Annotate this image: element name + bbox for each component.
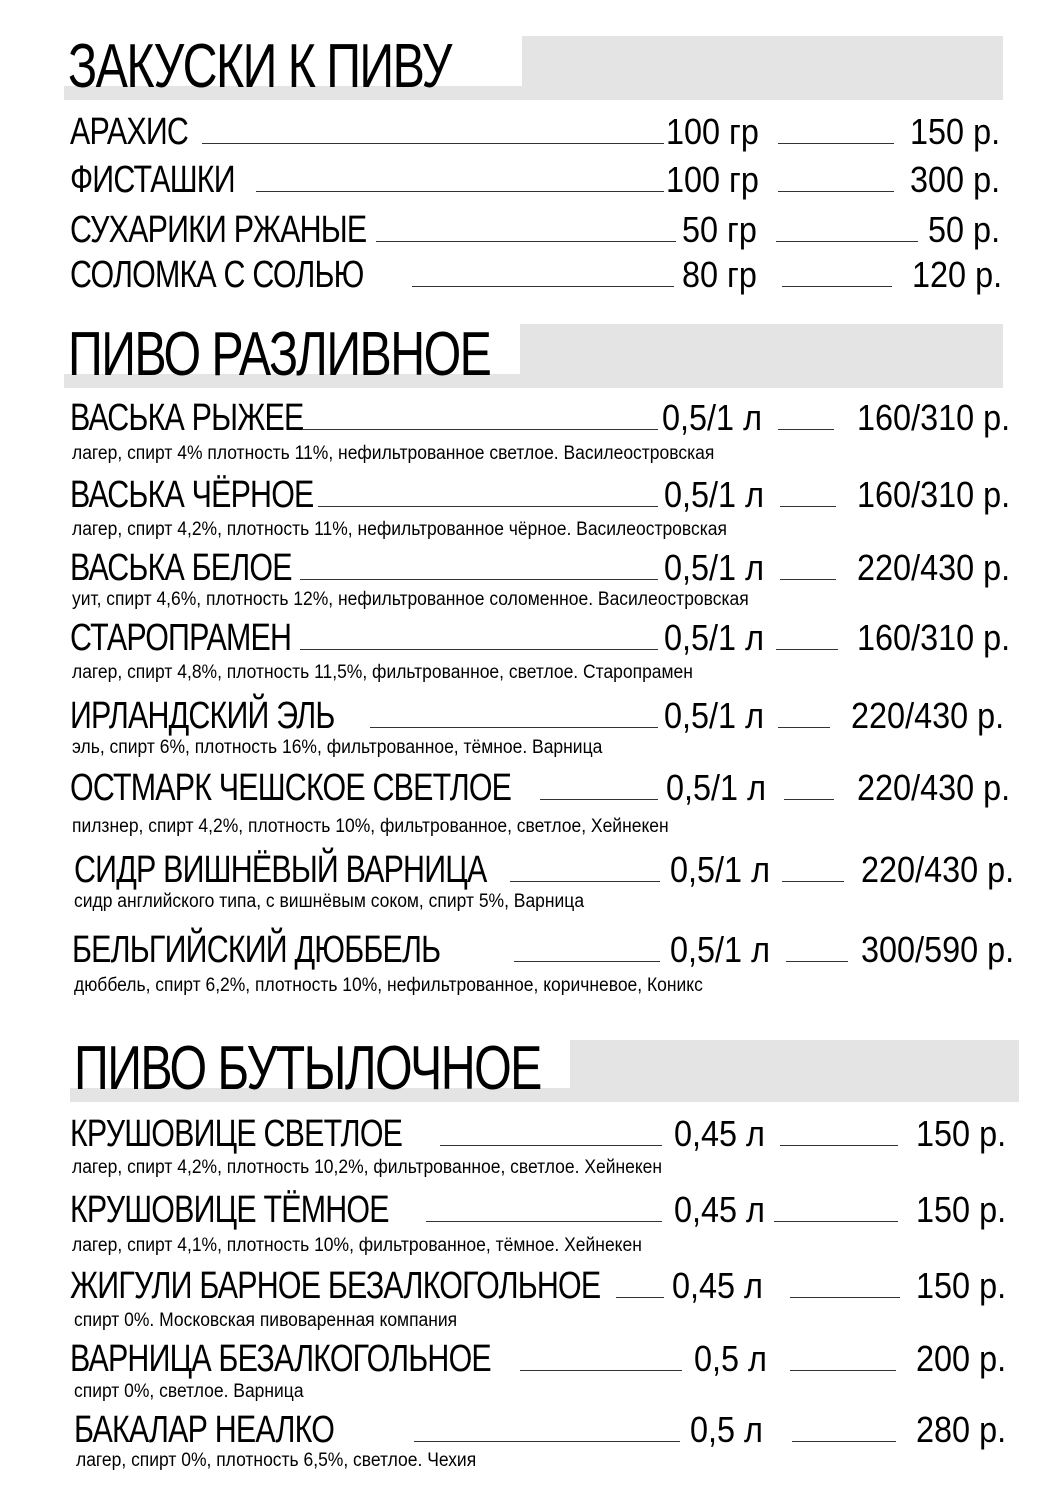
leader-line <box>300 579 658 580</box>
item-price: 300/590 р. <box>860 929 1014 970</box>
item-volume: 0,5/1 л <box>666 767 766 808</box>
leader-line <box>782 286 892 287</box>
item-name: КРУШОВИЦЕ СВЕТЛОЕ <box>70 1113 403 1155</box>
menu-item <box>70 1114 1010 1154</box>
item-price: 160/310 р. <box>856 617 1010 658</box>
item-volume: 0,5 л <box>694 1338 767 1379</box>
item-volume: 0,5/1 л <box>664 617 764 658</box>
item-name: КРУШОВИЦЕ ТЁМНОЕ <box>70 1189 389 1231</box>
leader-line <box>778 429 834 430</box>
item-price: 200 р. <box>915 1338 1006 1379</box>
item-price: 150 р. <box>915 1113 1006 1154</box>
item-volume: 0,45 л <box>672 1265 763 1306</box>
section-header-snacks <box>64 32 1003 101</box>
item-name: АРАХИС <box>70 111 189 153</box>
item-price: 220/430 р. <box>856 547 1010 588</box>
leader-line <box>510 881 660 882</box>
menu-item <box>70 255 1010 295</box>
leader-line <box>440 1145 662 1146</box>
item-price: 220/430 р. <box>860 849 1014 890</box>
menu-item <box>70 849 1014 891</box>
leader-line <box>300 649 658 650</box>
item-volume: 100 гр <box>666 111 759 152</box>
item-price: 120 р. <box>911 254 1002 295</box>
item-price: 150 р. <box>915 1265 1006 1306</box>
item-volume: 0,5 л <box>690 1409 763 1450</box>
item-name: ЖИГУЛИ БАРНОЕ БЕЗАЛКОГОЛЬНОЕ <box>70 1265 601 1307</box>
leader-line <box>786 961 848 962</box>
leader-line <box>318 506 658 507</box>
item-description: эль, спирт 6%, плотность 16%, фильтрованное, тёмное. Варница <box>72 737 603 758</box>
menu-item <box>70 475 1010 515</box>
item-price: 150 р. <box>909 111 1000 152</box>
leader-line <box>776 649 838 650</box>
item-description: лагер, спирт 4,2%, плотность 11%, нефильтрованное чёрное. Василеостровская <box>72 519 727 540</box>
leader-line <box>520 1370 682 1371</box>
item-name: СИДР ВИШНЁВЫЙ ВАРНИЦА <box>74 849 487 891</box>
leader-line <box>778 143 894 144</box>
item-name: БЕЛЬГИЙСКИЙ ДЮББЕЛЬ <box>72 929 441 971</box>
item-volume: 0,5/1 л <box>662 397 762 438</box>
item-name: ВАСЬКА ЧЁРНОЕ <box>70 474 314 516</box>
section-header-bottled <box>70 1034 1019 1103</box>
section-title: ЗАКУСКИ К ПИВУ <box>68 32 451 101</box>
menu-item <box>70 1266 1010 1306</box>
leader-line <box>302 429 658 430</box>
leader-line <box>774 1221 898 1222</box>
item-name: ФИСТАШКИ <box>70 159 235 201</box>
leader-line <box>776 241 918 242</box>
item-price: 50 р. <box>927 209 1000 250</box>
menu-item <box>70 548 1010 588</box>
menu-item <box>70 160 1010 200</box>
item-volume: 0,5/1 л <box>670 849 770 890</box>
leader-line <box>414 1441 680 1442</box>
item-name: ИРЛАНДСКИЙ ЭЛЬ <box>70 695 335 737</box>
leader-line <box>778 191 894 192</box>
item-description: дюббель, спирт 6,2%, плотность 10%, нефильтрованное, коричневое, Коникс <box>74 975 703 996</box>
item-description: лагер, спирт 0%, плотность 6,5%, светлое. Чехия <box>76 1450 477 1471</box>
section-title: ПИВО БУТЫЛОЧНОЕ <box>74 1034 541 1103</box>
leader-line <box>782 881 844 882</box>
item-name: ОСТМАРК ЧЕШСКОЕ СВЕТЛОЕ <box>70 767 512 809</box>
menu-item <box>70 618 1010 658</box>
leader-line <box>780 506 836 507</box>
item-volume: 0,5/1 л <box>664 547 764 588</box>
menu-item <box>70 1190 1010 1230</box>
menu-item <box>70 929 1014 971</box>
item-description: лагер, спирт 4,1%, плотность 10%, фильтрованное, тёмное. Хейнекен <box>72 1235 642 1256</box>
item-volume: 0,45 л <box>674 1113 765 1154</box>
item-volume: 0,5/1 л <box>664 695 764 736</box>
menu-item <box>70 1410 1010 1450</box>
item-description: спирт 0%, светлое. Варница <box>74 1381 304 1402</box>
item-volume: 0,5/1 л <box>664 474 764 515</box>
item-description: уит, спирт 4,6%, плотность 12%, нефильтрованное соломенное. Василеостровская <box>72 589 749 610</box>
leader-line <box>514 961 660 962</box>
item-name: БАКАЛАР НЕАЛКО <box>74 1409 335 1451</box>
item-price: 160/310 р. <box>856 474 1010 515</box>
leader-line <box>790 1370 896 1371</box>
section-title: ПИВО РАЗЛИВНОЕ <box>68 320 491 389</box>
item-name: ВАСЬКА БЕЛОЕ <box>70 547 292 589</box>
leader-line <box>790 1297 900 1298</box>
leader-line <box>412 286 674 287</box>
section-header-draft <box>64 320 1003 389</box>
item-description: спирт 0%. Московская пивоваренная компания <box>74 1310 458 1331</box>
item-name: ВАРНИЦА БЕЗАЛКОГОЛЬНОЕ <box>70 1338 491 1380</box>
leader-line <box>792 1441 896 1442</box>
menu-item <box>70 210 1010 250</box>
leader-line <box>370 727 658 728</box>
item-price: 220/430 р. <box>856 767 1010 808</box>
item-description: лагер, спирт 4% плотность 11%, нефильтрованное светлое. Василеостровская <box>72 443 715 464</box>
item-name: ВАСЬКА РЫЖЕЕ <box>70 397 304 439</box>
menu-item <box>70 1339 1010 1379</box>
item-name: СОЛОМКА С СОЛЬЮ <box>70 254 364 296</box>
item-volume: 80 гр <box>682 254 757 295</box>
item-description: лагер, спирт 4,8%, плотность 11,5%, фильтрованное, светлое. Старопрамен <box>72 662 693 683</box>
leader-line <box>202 143 664 144</box>
item-volume: 0,45 л <box>674 1189 765 1230</box>
leader-line <box>376 241 676 242</box>
item-price: 280 р. <box>915 1409 1006 1450</box>
leader-line <box>256 191 664 192</box>
item-price: 160/310 р. <box>856 397 1010 438</box>
item-description: пилзнер, спирт 4,2%, плотность 10%, фильтрованное, светлое, Хейнекен <box>72 816 669 837</box>
menu-item <box>70 768 1010 808</box>
leader-line <box>780 579 836 580</box>
menu-item <box>70 696 1010 736</box>
menu-item <box>70 398 1010 438</box>
leader-line <box>616 1297 664 1298</box>
leader-line <box>540 799 658 800</box>
item-price: 220/430 р. <box>850 695 1004 736</box>
leader-line <box>426 1221 662 1222</box>
item-description: сидр английского типа, с вишнёвым соком, спирт 5%, Варница <box>74 891 585 912</box>
leader-line <box>784 799 834 800</box>
menu-item <box>70 112 1010 152</box>
leader-line <box>780 1145 898 1146</box>
item-volume: 100 гр <box>666 159 759 200</box>
item-price: 300 р. <box>909 159 1000 200</box>
leader-line <box>778 727 830 728</box>
item-volume: 0,5/1 л <box>670 929 770 970</box>
item-volume: 50 гр <box>682 209 757 250</box>
item-name: СУХАРИКИ РЖАНЫЕ <box>70 209 367 251</box>
item-name: СТАРОПРАМЕН <box>70 617 292 659</box>
item-description: лагер, спирт 4,2%, плотность 10,2%, фильтрованное, светлое. Хейнекен <box>72 1157 663 1178</box>
item-price: 150 р. <box>915 1189 1006 1230</box>
